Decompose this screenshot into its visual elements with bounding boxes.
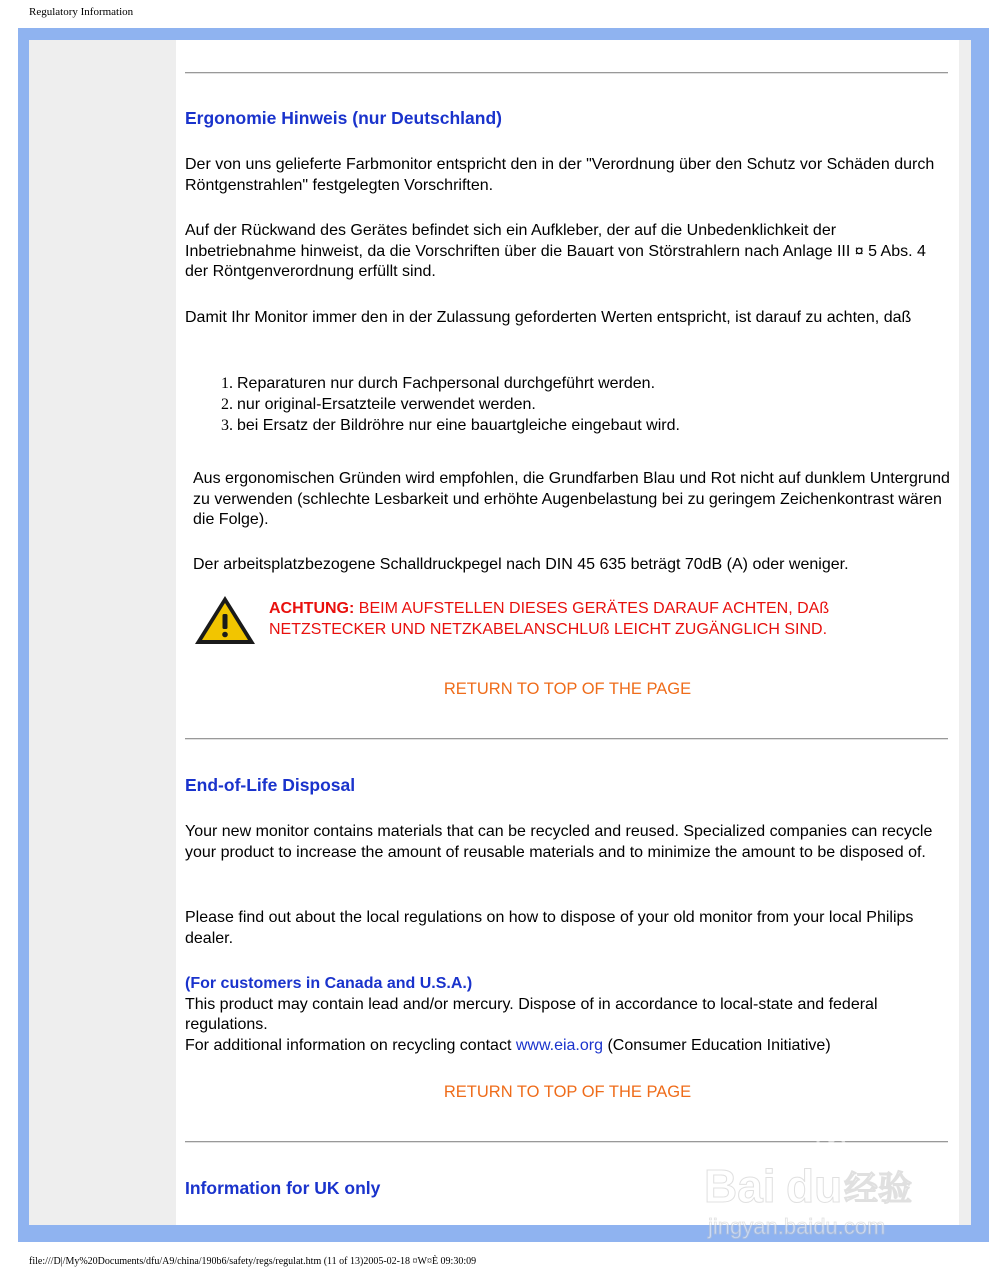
ergonomie-paragraph-3: Damit Ihr Monitor immer den in der Zulassung geforderten Werten entspricht, ist darauf zu achten, daß xyxy=(185,309,912,326)
divider xyxy=(185,72,948,74)
warning-message xyxy=(269,598,929,640)
disposal-paragraph-1: Your new monitor contains materials that can be recycled and reused. Specialized companies can recycle your product to increase the amount of reusable materials and to minimize the amount to be disposed of. xyxy=(185,823,933,861)
list-item: 2. nur original-Ersatzteile verwendet werden. xyxy=(237,394,680,415)
warning-text: BEIM AUFSTELLEN DIESES GERÄTES DARAUF ACHTEN, DAß NETZSTECKER UND NETZKABELANSCHLUß LEICHT ZUGÄNGLICH SIND. xyxy=(269,600,830,638)
ergonomie-paragraph-2: Auf der Rückwand des Gerätes befindet sich ein Aufkleber, der auf die Unbedenklichkeit der Inbetriebnahme hinweist, da die Vorschriften über die Bauart von Störstrahlern nach Anlage III ¤ 5 Abs. 4 der Röntgenverordnung erfüllt sind. xyxy=(185,222,926,281)
ergonomie-list xyxy=(185,373,680,436)
watermark-url: jingyan.baidu.com xyxy=(708,1214,886,1239)
list-item: 1. Reparaturen nur durch Fachpersonal durchgeführt werden. xyxy=(237,373,680,394)
print-footer: file:///D|/My%20Documents/dfu/A9/china/190b6/safety/regs/regulat.htm (11 of 13)2005-02-18 ¤W¤È 09:30:09 xyxy=(29,1256,477,1267)
ergonomie-paragraph-4: Aus ergonomischen Gründen wird empfohlen, die Grundfarben Blau und Rot nicht auf dunklem Untergrund zu verwenden (schlechte Lesbarkeit und erhöhte Augenbelastung bei zu geringem Zeichenkontrast wären die Folge). xyxy=(193,470,950,529)
uk-heading: Information for UK only xyxy=(185,1178,381,1198)
disposal-heading: End-of-Life Disposal xyxy=(185,775,356,795)
disposal-line-1: This product may contain lead and/or mercury. Dispose of in accordance to local-state and federal regulations. xyxy=(185,995,878,1034)
disposal-line-2-prefix: For additional information on recycling contact xyxy=(185,1036,516,1054)
disposal-canada-block xyxy=(185,974,950,1056)
return-to-top-link[interactable]: RETURN TO TOP OF THE PAGE xyxy=(443,680,692,698)
disposal-line-2 xyxy=(185,1036,950,1057)
watermark-brand: Bai xyxy=(704,1160,776,1212)
watermark-cn: 经验 xyxy=(844,1169,912,1209)
ergonomie-paragraph-1: Der von uns gelieferte Farbmonitor entspricht den in der "Verordnung über den Schutz vor Schäden durch Röntgenstrahlen" festgelegten Vorschriften. xyxy=(185,156,935,194)
print-header: Regulatory Information xyxy=(29,6,134,18)
disposal-line-2-suffix: (Consumer Education Initiative) xyxy=(603,1036,831,1054)
watermark-brand-2: du xyxy=(786,1160,843,1212)
eia-link[interactable]: www.eia.org xyxy=(515,1036,603,1054)
right-strip xyxy=(959,40,971,1225)
warning-label: ACHTUNG: xyxy=(269,600,355,617)
disposal-paragraph-2: Please find out about the local regulations on how to dispose of your old monitor from your local Philips dealer. xyxy=(185,909,914,947)
canada-usa-subheading: (For customers in Canada and U.S.A.) xyxy=(185,975,473,992)
ergonomie-paragraph-5: Der arbeitsplatzbezogene Schalldruckpegel nach DIN 45 635 beträgt 70dB (A) oder weniger. xyxy=(193,556,849,573)
list-item: 3. bei Ersatz der Bildröhre nur eine bauartgleiche eingebaut wird. xyxy=(237,415,680,436)
ergonomie-heading: Ergonomie Hinweis (nur Deutschland) xyxy=(185,108,502,128)
return-to-top-link[interactable]: RETURN TO TOP OF THE PAGE xyxy=(443,1083,692,1101)
left-panel xyxy=(29,40,176,1225)
divider xyxy=(185,738,948,740)
warning-triangle-icon xyxy=(193,594,257,646)
baidu-watermark-logo xyxy=(700,1130,940,1240)
